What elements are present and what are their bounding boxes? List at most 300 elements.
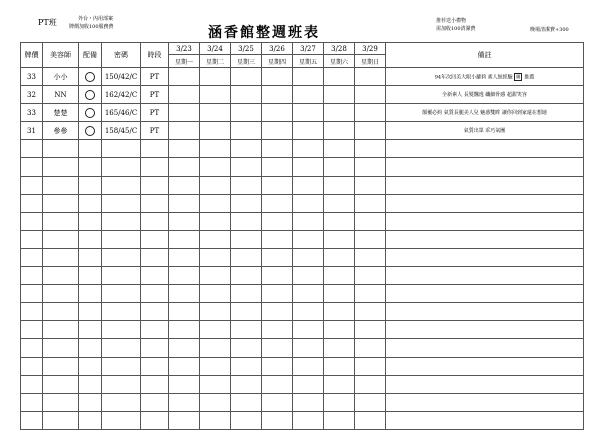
remark-cell [386, 104, 584, 122]
empty-cell [169, 176, 200, 194]
empty-cell [102, 357, 141, 375]
empty-cell [386, 375, 584, 393]
remark-text: 全新素人 長髮飄逸 纖細骨感 超甜笑容 [442, 92, 527, 99]
empty-cell [231, 321, 262, 339]
remark-cell [386, 86, 584, 104]
empty-cell [324, 285, 355, 303]
day-cell [231, 86, 262, 104]
day-weekday: 星期六 [324, 55, 355, 68]
empty-cell [21, 140, 43, 158]
table-row [21, 321, 584, 339]
col-remarks: 備註 [386, 43, 584, 68]
empty-cell [231, 267, 262, 285]
remark-text: 氣質出眾 乖巧氣團 [463, 128, 506, 135]
price-cell: 31 [21, 122, 43, 140]
empty-cell [21, 393, 43, 411]
empty-cell [43, 285, 79, 303]
empty-cell [324, 158, 355, 176]
empty-cell [262, 230, 293, 248]
day-cell [293, 86, 324, 104]
empty-cell [355, 411, 386, 429]
empty-cell [79, 285, 102, 303]
price-cell: 33 [21, 68, 43, 86]
empty-cell [386, 411, 584, 429]
empty-cell [141, 285, 169, 303]
empty-cell [386, 285, 584, 303]
empty-cell [43, 411, 79, 429]
table-row [21, 68, 584, 86]
empty-cell [293, 140, 324, 158]
empty-cell [102, 230, 141, 248]
empty-cell [386, 176, 584, 194]
empty-cell [231, 393, 262, 411]
price-cell: 33 [21, 104, 43, 122]
day-weekday: 星期五 [293, 55, 324, 68]
day-cell [169, 122, 200, 140]
empty-cell [231, 140, 262, 158]
table-row [21, 176, 584, 194]
empty-cell [141, 411, 169, 429]
empty-cell [293, 194, 324, 212]
day-cell [169, 86, 200, 104]
empty-cell [141, 339, 169, 357]
empty-cell [200, 248, 231, 266]
circle-icon [85, 90, 95, 100]
col-price: 牌價 [21, 43, 43, 68]
empty-cell [102, 411, 141, 429]
empty-cell [355, 303, 386, 321]
empty-cell [386, 393, 584, 411]
day-cell [200, 68, 231, 86]
day-cell [262, 68, 293, 86]
equipment-cell [79, 104, 102, 122]
empty-cell [169, 194, 200, 212]
slot-cell: PT [141, 122, 169, 140]
day-weekday: 星期三 [231, 55, 262, 68]
empty-cell [79, 267, 102, 285]
empty-cell [231, 375, 262, 393]
note-right-3: 晚場清潔費+300 [530, 27, 569, 33]
empty-cell [355, 140, 386, 158]
day-cell [355, 68, 386, 86]
day-weekday: 星期一 [169, 55, 200, 68]
circle-icon [85, 108, 95, 118]
day-cell [324, 68, 355, 86]
empty-cell [102, 158, 141, 176]
empty-cell [355, 339, 386, 357]
empty-cell [21, 285, 43, 303]
empty-cell [293, 158, 324, 176]
table-row [21, 248, 584, 266]
empty-cell [386, 267, 584, 285]
day-date: 3/28 [324, 43, 355, 55]
empty-cell [262, 248, 293, 266]
measurements-cell: 150/42/C [102, 68, 141, 86]
col-slot: 時段 [141, 43, 169, 68]
empty-cell [200, 176, 231, 194]
empty-cell [324, 411, 355, 429]
page-title: 涵香館整週班表 [208, 25, 320, 41]
empty-cell [355, 176, 386, 194]
empty-cell [102, 303, 141, 321]
empty-cell [79, 411, 102, 429]
empty-cell [262, 411, 293, 429]
circle-icon [85, 72, 95, 82]
empty-cell [102, 176, 141, 194]
empty-cell [293, 393, 324, 411]
empty-cell [43, 357, 79, 375]
empty-cell [200, 194, 231, 212]
empty-cell [200, 375, 231, 393]
empty-cell [386, 248, 584, 266]
empty-cell [43, 212, 79, 230]
empty-cell [43, 267, 79, 285]
empty-cell [293, 375, 324, 393]
schedule-table [20, 42, 584, 430]
empty-cell [324, 230, 355, 248]
empty-cell [79, 212, 102, 230]
empty-cell [355, 212, 386, 230]
slot-cell: PT [141, 68, 169, 86]
empty-cell [324, 303, 355, 321]
empty-cell [21, 194, 43, 212]
empty-cell [79, 357, 102, 375]
day-cell [324, 86, 355, 104]
day-cell [293, 68, 324, 86]
empty-cell [21, 230, 43, 248]
note-right-1: 推荐送小禮物 [436, 18, 467, 24]
empty-cell [200, 357, 231, 375]
empty-cell [262, 267, 293, 285]
empty-cell [141, 303, 169, 321]
empty-cell [262, 357, 293, 375]
empty-cell [293, 230, 324, 248]
empty-cell [79, 375, 102, 393]
empty-cell [169, 248, 200, 266]
col-measurements: 密碼 [102, 43, 141, 68]
empty-cell [21, 267, 43, 285]
empty-cell [355, 194, 386, 212]
table-row [21, 285, 584, 303]
empty-cell [262, 375, 293, 393]
table-row [21, 339, 584, 357]
empty-cell [200, 411, 231, 429]
shift-label: PT班 [38, 18, 57, 27]
empty-cell [324, 267, 355, 285]
empty-cell [102, 194, 141, 212]
table-row [21, 86, 584, 104]
day-weekday: 星期日 [355, 55, 386, 68]
col-equipment: 配備 [79, 43, 102, 68]
empty-cell [293, 303, 324, 321]
empty-cell [141, 393, 169, 411]
empty-cell [169, 230, 200, 248]
day-date: 3/24 [200, 43, 231, 55]
empty-cell [231, 230, 262, 248]
stylist-cell: 小小 [43, 68, 79, 86]
empty-cell [231, 339, 262, 357]
table-row [21, 230, 584, 248]
empty-cell [293, 267, 324, 285]
table-row [21, 104, 584, 122]
day-cell [231, 68, 262, 86]
remark-cell [386, 68, 584, 86]
empty-cell [293, 411, 324, 429]
empty-cell [21, 411, 43, 429]
note-left-2: 牌價加收100服務費 [69, 24, 114, 30]
empty-cell [79, 321, 102, 339]
empty-cell [43, 375, 79, 393]
day-cell [262, 104, 293, 122]
empty-cell [262, 158, 293, 176]
empty-cell [293, 285, 324, 303]
empty-cell [293, 212, 324, 230]
empty-cell [141, 212, 169, 230]
empty-cell [79, 248, 102, 266]
empty-cell [231, 303, 262, 321]
day-date: 3/23 [169, 43, 200, 55]
empty-cell [21, 248, 43, 266]
empty-cell [43, 158, 79, 176]
empty-cell [262, 285, 293, 303]
empty-cell [231, 176, 262, 194]
empty-cell [386, 212, 584, 230]
empty-cell [324, 321, 355, 339]
empty-cell [262, 140, 293, 158]
empty-cell [231, 158, 262, 176]
empty-cell [231, 248, 262, 266]
day-cell [200, 122, 231, 140]
equipment-cell [79, 68, 102, 86]
empty-cell [43, 303, 79, 321]
stylist-cell: 楚楚 [43, 104, 79, 122]
empty-cell [43, 230, 79, 248]
empty-cell [293, 339, 324, 357]
empty-cell [21, 212, 43, 230]
empty-cell [200, 212, 231, 230]
empty-cell [141, 176, 169, 194]
empty-cell [262, 303, 293, 321]
remark-text: 94年次回美大眼小蘿莉 素人無經驗 [434, 74, 513, 81]
equipment-cell [79, 122, 102, 140]
empty-cell [262, 339, 293, 357]
empty-cell [386, 321, 584, 339]
table-row [21, 357, 584, 375]
empty-cell [324, 375, 355, 393]
empty-cell [231, 285, 262, 303]
empty-cell [386, 158, 584, 176]
day-cell [200, 86, 231, 104]
empty-cell [324, 357, 355, 375]
day-cell [355, 104, 386, 122]
empty-cell [141, 375, 169, 393]
empty-cell [141, 267, 169, 285]
empty-cell [79, 339, 102, 357]
empty-cell [102, 212, 141, 230]
empty-cell [200, 230, 231, 248]
day-cell [169, 104, 200, 122]
empty-cell [293, 176, 324, 194]
col-stylist: 美容師 [43, 43, 79, 68]
empty-cell [21, 321, 43, 339]
empty-cell [169, 393, 200, 411]
empty-cell [79, 176, 102, 194]
empty-cell [355, 375, 386, 393]
empty-cell [231, 194, 262, 212]
empty-cell [231, 212, 262, 230]
empty-cell [355, 321, 386, 339]
day-date: 3/25 [231, 43, 262, 55]
empty-cell [169, 411, 200, 429]
empty-cell [324, 212, 355, 230]
day-cell [355, 122, 386, 140]
empty-cell [386, 357, 584, 375]
table-row [21, 375, 584, 393]
empty-cell [355, 248, 386, 266]
empty-cell [21, 176, 43, 194]
empty-cell [169, 158, 200, 176]
empty-cell [293, 321, 324, 339]
table-row [21, 194, 584, 212]
empty-cell [262, 393, 293, 411]
empty-cell [169, 140, 200, 158]
empty-cell [169, 339, 200, 357]
empty-cell [386, 339, 584, 357]
empty-cell [102, 267, 141, 285]
empty-cell [141, 230, 169, 248]
empty-cell [79, 158, 102, 176]
slot-cell: PT [141, 104, 169, 122]
empty-cell [169, 375, 200, 393]
empty-cell [102, 321, 141, 339]
empty-cell [43, 321, 79, 339]
table-row [21, 411, 584, 429]
empty-cell [231, 411, 262, 429]
price-cell: 32 [21, 86, 43, 104]
empty-cell [262, 321, 293, 339]
table-row [21, 212, 584, 230]
empty-cell [169, 285, 200, 303]
empty-cell [21, 303, 43, 321]
empty-cell [355, 267, 386, 285]
empty-cell [21, 357, 43, 375]
empty-cell [21, 158, 43, 176]
day-cell [293, 104, 324, 122]
day-cell [231, 104, 262, 122]
empty-cell [169, 212, 200, 230]
table-row [21, 393, 584, 411]
empty-cell [324, 339, 355, 357]
day-cell [324, 122, 355, 140]
empty-cell [200, 285, 231, 303]
empty-cell [43, 176, 79, 194]
empty-cell [231, 357, 262, 375]
day-weekday: 星期四 [262, 55, 293, 68]
empty-cell [324, 393, 355, 411]
table-row [21, 140, 584, 158]
empty-cell [200, 158, 231, 176]
empty-cell [324, 248, 355, 266]
schedule-rows [21, 68, 584, 430]
day-cell [262, 122, 293, 140]
day-cell [231, 122, 262, 140]
empty-cell [141, 357, 169, 375]
empty-cell [355, 230, 386, 248]
empty-cell [102, 375, 141, 393]
empty-cell [43, 194, 79, 212]
stylist-cell: NN [43, 86, 79, 104]
empty-cell [324, 194, 355, 212]
empty-cell [355, 158, 386, 176]
empty-cell [386, 303, 584, 321]
empty-cell [79, 140, 102, 158]
empty-cell [102, 140, 141, 158]
day-cell [355, 86, 386, 104]
empty-cell [386, 194, 584, 212]
day-date: 3/26 [262, 43, 293, 55]
table-row [21, 267, 584, 285]
empty-cell [141, 194, 169, 212]
empty-cell [21, 339, 43, 357]
slot-cell: PT [141, 86, 169, 104]
table-row [21, 122, 584, 140]
empty-cell [355, 357, 386, 375]
empty-cell [141, 140, 169, 158]
measurements-cell: 158/45/C [102, 122, 141, 140]
circle-icon [85, 126, 95, 136]
empty-cell [79, 393, 102, 411]
empty-cell [200, 303, 231, 321]
note-right-2: 需加收100清潔費 [436, 26, 476, 32]
empty-cell [200, 321, 231, 339]
empty-cell [386, 230, 584, 248]
day-cell [169, 68, 200, 86]
measurements-cell: 165/46/C [102, 104, 141, 122]
empty-cell [43, 393, 79, 411]
empty-cell [102, 393, 141, 411]
empty-cell [141, 248, 169, 266]
empty-cell [386, 140, 584, 158]
empty-cell [102, 339, 141, 357]
empty-cell [43, 339, 79, 357]
remark-cell [386, 122, 584, 140]
table-row [21, 303, 584, 321]
empty-cell [79, 194, 102, 212]
empty-cell [79, 303, 102, 321]
day-date: 3/29 [355, 43, 386, 55]
empty-cell [200, 393, 231, 411]
remark-text: 顛覆必約 氣質長腿美人兒 魅惑雙眸 讓你回到家還在想她 [422, 110, 547, 117]
empty-cell [262, 212, 293, 230]
empty-cell [169, 357, 200, 375]
day-cell [262, 86, 293, 104]
empty-cell [141, 321, 169, 339]
empty-cell [262, 194, 293, 212]
empty-cell [43, 248, 79, 266]
day-cell [200, 104, 231, 122]
stylist-cell: 參參 [43, 122, 79, 140]
empty-cell [355, 285, 386, 303]
empty-cell [169, 321, 200, 339]
empty-cell [293, 357, 324, 375]
empty-cell [43, 140, 79, 158]
day-cell [293, 122, 324, 140]
empty-cell [21, 375, 43, 393]
empty-cell [141, 158, 169, 176]
remark-suffix: 推薦 [524, 74, 535, 81]
empty-cell [324, 176, 355, 194]
empty-cell [169, 303, 200, 321]
